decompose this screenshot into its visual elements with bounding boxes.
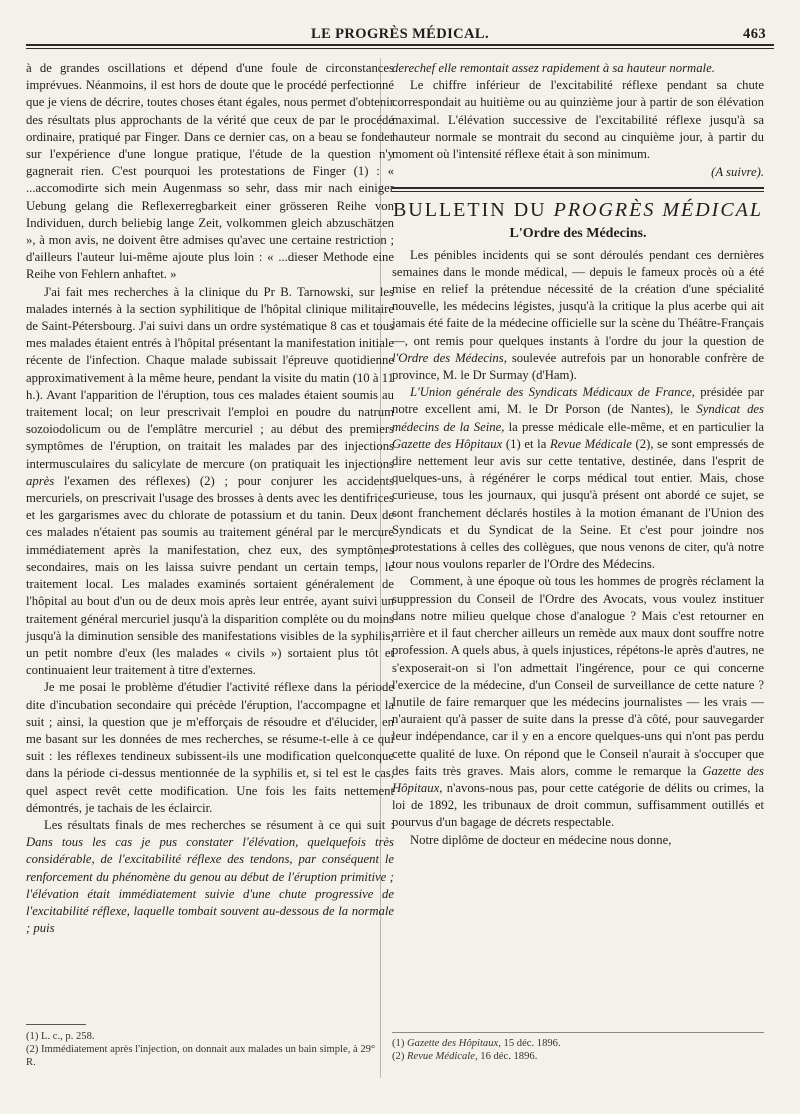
right-column [392, 60, 764, 849]
paragraph [26, 817, 394, 937]
footnote-marker: (1) [392, 1038, 405, 1049]
paragraph: Notre diplôme de docteur en médecine nous donne, [410, 832, 672, 847]
text-run: soulevée autrefois par un honorable confrère de province, M. le Dr Surmay (d'Ham). [392, 350, 765, 383]
footnote-date: 16 déc. 1896. [480, 1051, 538, 1062]
journal-title: LE PROGRÈS MÉDICAL. [311, 26, 489, 42]
left-column [26, 60, 394, 937]
footnote-source: Gazette des Hôpitaux, [407, 1038, 501, 1049]
text-run: J'ai fait mes recherches à la clinique du Pr B. Tarnowski, sur les malades internés à la section syphilitique de l'hôpital clinique militaire de Saint-Pétersbourg. J'ai suivi dans un ordre systématique 8 cas et tous mes malades étaient entrés à l'hôpital présentant la manifestation initiale récente de l'infection. Chaque malade subissait l'épreuve quotidienne approximativement à la même heure, pendant la visite du matin (10 à 11 h.). Avant l'apparition de l'éruption, tous ces malades étaient soumis au traitement local; on leur prescrivait l'emploi en poudre du natrum sozoiodolicum ou de l'emplâtre mercuriel ; au début des premiers symptômes de l'éruption, on traitait les malades par des injections intermusculaires du salicylate de mercure (on pratiquait les injections [26, 284, 394, 471]
text-run: Les résultats finals de mes recherches se résument à ce qui suit : [44, 817, 394, 832]
text-run: présidée par notre excellent ami, M. le Dr Porson (de Nantes), le [392, 385, 765, 417]
heading-text-italic: PROGRÈS MÉDICAL [553, 199, 764, 222]
footnote [392, 1037, 764, 1050]
header-rule [26, 44, 774, 46]
paragraph [392, 573, 764, 831]
paragraph [26, 284, 394, 680]
emphasis: après [26, 473, 55, 488]
paragraph [392, 384, 764, 573]
emphasis: Dans tous les cas je pus constater l'élévation, quelquefois très considérable, de l'excitabilité réflexe des tendons, par conséquent le renforcement du phénomène du genou au début de l'éruption primitive ; l'élévation était immédiatement suivie d'une chute progressive de l'excitabilité réflexe, laquelle tombait souvent au-dessous de la normale ; puis [26, 835, 394, 936]
emphasis: Syndicat des médecins de la Seine, [392, 402, 764, 434]
footnote-source: Revue Médicale, [407, 1051, 478, 1062]
text-run: n'avons-nous pas, pour cette catégorie de délits ou crimes, la loi de 1892, les tribunaux de droit commun, suffisamment outillés et pourvus d'un bagage de décrets respectable. [392, 780, 764, 830]
footnote: (1) L. c., p. 258. [26, 1031, 95, 1042]
paragraph: Je me posai le problème d'étudier l'activité réflexe dans la période dite d'incubation secondaire qui précède l'éruption, l'accompagne et la suit ; ainsi, la question que je m'efforçais de résoudre et d'élucider, en me basant sur les données de mes recherches, se résume-t-elle à ce qui suit : les réflexes tendineux subissent-ils une modification quelconque dans la période ci-dessus mentionnée de la syphilis et, si tel est le cas, quel aspect revêt cette modification. Une fois les faits nettement démontrés, je tachais de les éclaircir. [26, 680, 394, 815]
section-heading [392, 198, 764, 222]
footnote-date: 15 déc. 1896. [503, 1038, 561, 1049]
page-number: 463 [743, 26, 766, 42]
text-run: Les pénibles incidents qui se sont déroulés pendant ces dernières semaines dans le monde médical, — depuis le fameux procès où a été mise en relief la prétendue nécessité de la création d'une spécialité nouvelle, les médecins légistes, jusqu'à la critique la plus acerbe qui ait jamais été faite de la médecine officielle sur la scène du Théâtre-Français —, ont remis pour quelques instants à l'ordre du jour la question de [392, 247, 764, 348]
header-rule-thin [26, 48, 774, 49]
paragraph [392, 247, 764, 385]
emphasis: Gazette des Hôpitaux, [392, 763, 764, 795]
text-run: l'examen des réflexes) (2) ; pour conjurer les accidents mercuriels, on prescrivait l'usage des brosses à dents avec les dentifrices et les gargarismes avec du chlorate de potassium et du tanin. Deux de ces malades n'étaient pas soumis au traitement général par le mercure immédiatement après la manifestation, chez eux, des symptômes secondaires, mais on les laissa suivre pendant un certain temps, le traitement local. Les malades examinés sortaient généralement de l'hôpital au bout d'un ou de deux mois après leur entrée, ayant suivi un traitement général mercuriel jusqu'à la disparition complète ou du moins jusqu'à la diminution sensible des manifestations visibles de la syphilis; un petit nombre d'eux (les malades « civils ») sortaient plus tôt et continuaient leur traitement à titre d'externes. [26, 473, 395, 678]
footnote: (2) Immédiatement après l'injection, on donnait aux malades un bain simple, à 29° R. [26, 1044, 376, 1068]
emphasis: L'Union générale des Syndicats Médicaux de France, [410, 385, 695, 400]
text-run: (1) et la [505, 436, 547, 451]
emphasis: Gazette des Hôpitaux [392, 436, 503, 451]
section-rule [392, 187, 764, 192]
heading-text: BULLETIN DU [392, 199, 547, 222]
text-run: Comment, à une époque où tous les hommes de progrès réclament la suppression du Conseil de l'Ordre des Avocats, vous voulez instituer dans notre milieu quelque chose d'analogue ? Mais c'est retourner en arrière et il faut chercher ailleurs un remède aux maux dont souffre notre profession. A quels abus, à quels injustices, répétons-le après d'autres, ne s'exposerait-on si l'on admettait l'ingérence, pour ce qui concerne l'exercice de la médecine, d'un Conseil de surveillance de cette nature ? Inutile de faire remarquer que les médecins journalistes — les vrais — n'auraient qu'à passer de suite dans la presse d'à côté, pour sauvegarder leur indépendance, car il y en a encore quelques-uns qui n'ont pas perdu cette qualité de luxe. On répond que le Conseil n'aurait à s'occuper que des faits très graves. Mais alors, comme le remarque la [392, 574, 764, 778]
emphasis: l'Ordre des Médecins, [392, 350, 507, 365]
paragraph: à de grandes oscillations et dépend d'une foule de circonstances imprévues. Néanmoins, il est hors de doute que le procédé perfectionné que je viens de décrire, toutes choses étant égales, nous permet d'obtenir des résultats plus approchants de la vérité que ceux de par le procédé ordinaire, pratiqué par Finger. Dans ce dernier cas, on a beau se fonder sur l'expérience d'une longue pratique, l'étude de la question n'y gagnerait rien. C'est pourquoi les protestations de Finger (1) : « ...accomodirte sich mein Augenmass so sehr, dass mir nach einiger Uebung gelang die Reflexerregbarkeit einer grösseren Reihe von Individuen, durch beliebig lange Zeit, volkommen gleich abzuschätzen », à mon avis, ne doivent être admises qu'avec une certaine restriction ; d'ailleurs l'auteur lui-même ajoute plus loin : « ...dieser Methode eine Reihe von Fehlern anhaftet. » [26, 61, 394, 282]
paragraph: Le chiffre inférieur de l'excitabilité réflexe pendant sa chute correspondait au huitième ou au quinzième jour à partir de son élévation maximal. L'élévation successive de l'excitabilité réflexe jusqu'à sa hauteur normale se montrait du second au cinquième jour, à partir du moment où l'intensité réflexe était à son minimum. [392, 78, 764, 162]
footnote-rule [26, 1024, 86, 1025]
text-run: (2), se sont empressés de dire nettement leur avis sur cette tentative, destinée, dans l'esprit de quelques-uns, à régénérer le corps médical tout entier. Mais, chose curieuse, tous les journaux, qui jusqu'à présent ont abordé ce sujet, se sont franchement déclarés hostiles à la motion émanant de l'Union des Syndicats et du Syndicat de la Seine. Et c'est pour joindre nos protestations à celles des collègues, que nous venons de citer, qu'à notre tour nous voulons reparler de l'Ordre des Médecins. [392, 436, 764, 572]
to-be-continued: (A suivre). [711, 165, 764, 180]
text-run: la presse médicale elle-même, et en particulier la [508, 419, 765, 434]
article-title: L'Ordre des Médecins. [509, 226, 647, 242]
footnote-marker: (2) [392, 1051, 405, 1062]
left-footnotes [26, 1030, 376, 1069]
footnote [392, 1050, 764, 1063]
emphasis: Revue Médicale [550, 436, 632, 451]
running-header [26, 26, 774, 44]
paragraph: derechef elle remontait assez rapidement à sa hauteur normale. [392, 61, 715, 75]
right-footnotes [392, 1037, 764, 1063]
footnote-rule [392, 1032, 764, 1033]
